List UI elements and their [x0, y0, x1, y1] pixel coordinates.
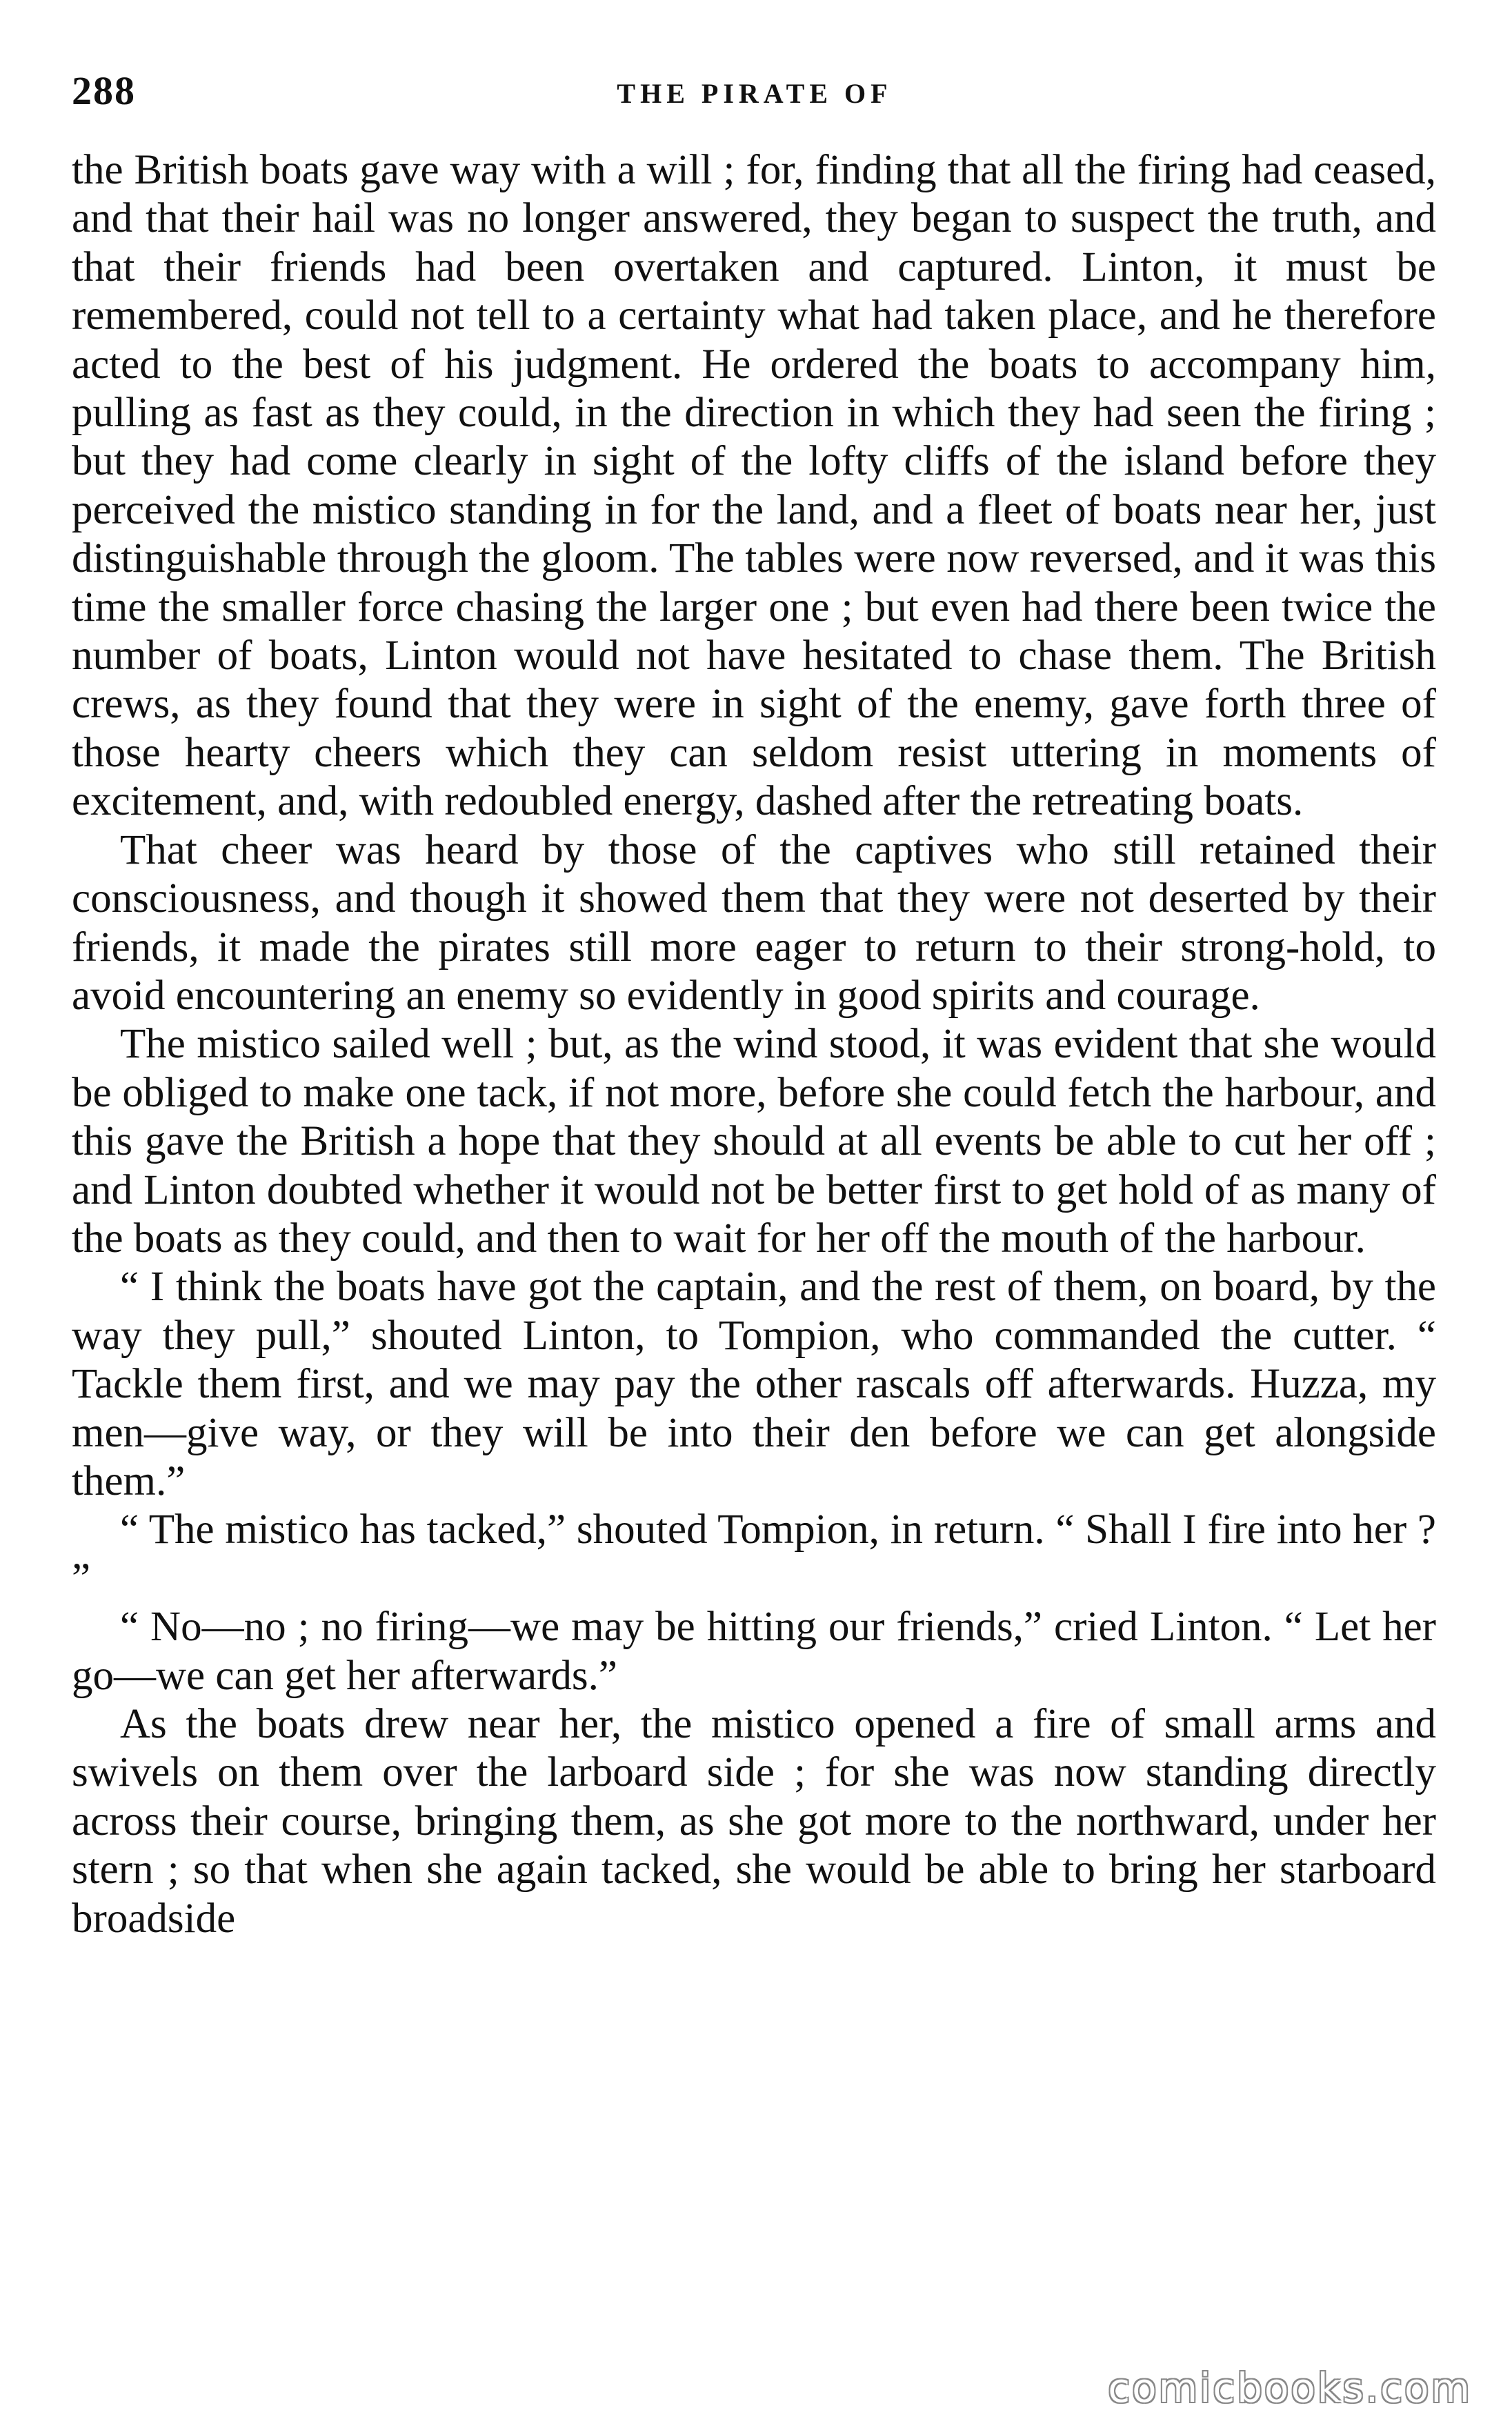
running-title: THE PIRATE OF: [617, 78, 893, 109]
body-text: [72, 146, 1436, 1943]
page-header: [72, 68, 1438, 123]
paragraph: the British boats gave way with a will ; for, finding that all the firing had ceased, and that their hail was no longer answered, they began to suspect the truth, and that their friends had been overtaken and captured. Linton, it must be remembered, could not tell to a certainty what had taken place, and he therefore acted to the best of his judgment. He ordered the boats to accompany him, pulling as fast as they could, in the direction in which they had seen the firing ; but they had come clearly in sight of the lofty cliffs of the island before they perceived the mistico standing in for the land, and a fleet of boats near her, just distinguishable through the gloom. The tables were now reversed, and it was this time the smaller force chasing the larger one ; but even had there been twice the number of boats, Linton would not have hesitated to chase them. The British crews, as they found that they were in sight of the enemy, gave forth three of those hearty cheers which they can seldom resist uttering in moments of excitement, and, with redoubled energy, dashed after the retreating boats.: [72, 147, 1436, 825]
paragraph: That cheer was heard by those of the captives who still retained their consciousness, and though it showed them that they were not deserted by their friends, it made the pirates still more eager to return to their strong-hold, to avoid encountering an enemy so evidently in good spirits and courage.: [72, 826, 1436, 1019]
page-number: 288: [72, 68, 136, 113]
paragraph: “ I think the boats have got the captain, and the rest of them, on board, by the way they pull,” shouted Linton, to Tompion, who commanded the cutter. “ Tackle them first, and we may pay the other rascals off afterwards. Huzza, my men—give way, or they will be into their den before we can get alongside them.”: [72, 1264, 1436, 1504]
paragraph: The mistico sailed well ; but, as the wind stood, it was evident that she would be obliged to make one tack, if not more, before she could fetch the harbour, and this gave the British a hope that they should at all events be able to cut her off ; and Linton doubted whether it would not be better first to get hold of as many of the boats as they could, and then to wait for her off the mouth of the harbour.: [72, 1021, 1436, 1262]
watermark: comicbooks.com: [1108, 2365, 1472, 2411]
paragraph: “ No—no ; no firing—we may be hitting our friends,” cried Linton. “ Let her go—we can get her afterwards.”: [72, 1604, 1436, 1699]
paragraph: As the boats drew near her, the mistico opened a fire of small arms and swivels on them over the larboard side ; for she was now standing directly across their course, bringing them, as she got more to the northward, under her stern ; so that when she again tacked, she would be able to bring her starboard broadside: [72, 1701, 1436, 1942]
paragraph: “ The mistico has tacked,” shouted Tompion, in return. “ Shall I fire into her ? ”: [72, 1506, 1436, 1602]
